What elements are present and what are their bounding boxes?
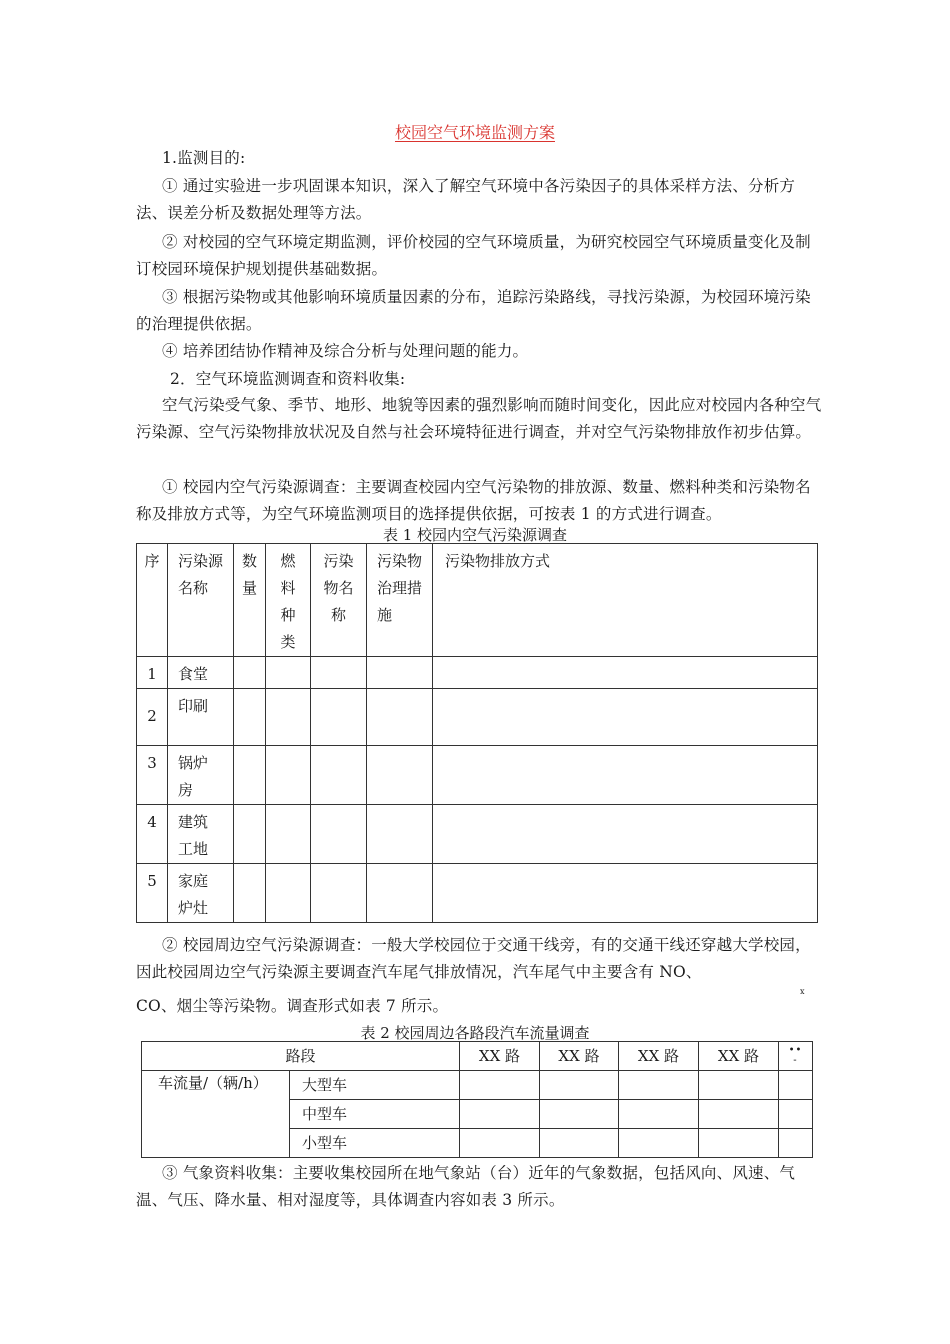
row-source-name-text: 家庭炉灶 [178,872,209,917]
table-cell [699,1071,779,1100]
table-cell [311,864,367,923]
header-road-2: XX 路 [540,1042,619,1071]
row-index: 2 [137,689,168,746]
table-cell [266,864,311,923]
section2-paragraph-3-cont: CO、烟尘等污染物。调查形式如表 7 所示。 [136,997,449,1015]
header-road-segment: 路段 [142,1042,460,1071]
table-cell [266,689,311,746]
header-index: 序 [137,544,168,657]
flow-label [142,1071,290,1158]
document-title: 校园空气环境监测方案 [394,123,555,142]
row-source-name-text: 建筑工地 [178,813,209,858]
header-source-name [168,544,234,657]
table-row [142,1071,813,1100]
header-extra-sub: - [793,1055,798,1066]
section2-paragraph-3 [136,932,826,986]
section2-paragraph-1: 空气污染受气象、季节、地形、地貌等因素的强烈影响而随时间变化，因此应对校园内各种空气污染源、空气污染物排放状况及自然与社会环境特征进行调查，并对空气污染物排放作初步估算。 [136,396,822,441]
section1-paragraph-1: ① 通过实验进一步巩固课本知识，深入了解空气环境中各污染因子的具体采样方法、分析方法、误差分析及数据处理等方法。 [136,177,796,222]
table-cell [311,689,367,746]
table-cell [433,805,818,864]
row-source-name [168,746,234,805]
table1-caption: 表 1 校园内空气污染源调查 [382,526,568,544]
table-cell [311,746,367,805]
table-cell [266,805,311,864]
table-cell [234,657,266,689]
table-row [137,746,818,805]
flow-label-text: 车流量/（辆/h） [158,1074,268,1092]
table-cell [540,1071,619,1100]
table-cell [433,657,818,689]
row-index: 3 [137,746,168,805]
row-index: 5 [137,864,168,923]
header-extra [779,1042,813,1071]
vehicle-type-medium: 中型车 [290,1100,460,1129]
table1-header-row [137,544,818,657]
header-fuel-type [266,544,311,657]
table-cell [779,1071,813,1100]
header-pollutant-name [311,544,367,657]
table-row [137,689,818,746]
table-cell [367,746,433,805]
header-treatment-measures [367,544,433,657]
row-index: 4 [137,805,168,864]
table-cell [311,657,367,689]
header-road-4: XX 路 [699,1042,779,1071]
table-cell [619,1129,699,1158]
table-cell [234,689,266,746]
header-pollutant-name-text: 污染物名称 [323,552,354,624]
row-source-name [168,864,234,923]
table-cell [460,1100,540,1129]
header-road-3: XX 路 [619,1042,699,1071]
table-cell [460,1129,540,1158]
section1-paragraph-2: ② 对校园的空气环境定期监测，评价校园的空气环境质量，为研究校园空气环境质量变化及制订校园环境保护规划提供基础数据。 [136,233,811,278]
table-cell [540,1100,619,1129]
header-emission-method: 污染物排放方式 [433,544,818,657]
table-cell [311,805,367,864]
header-fuel-type-text: 燃料种类 [280,552,296,651]
row-source-name [168,805,234,864]
table-cell [699,1100,779,1129]
table-cell [266,746,311,805]
table2-caption: 表 2 校园周边各路段汽车流量调查 [360,1024,590,1042]
header-quantity [234,544,266,657]
table-cell [367,657,433,689]
pollution-source-table [136,543,818,923]
table-cell [433,864,818,923]
table-row [137,805,818,864]
section2-heading: 2．空气环境监测调查和资料收集: [170,370,406,388]
section2-paragraph-2: ① 校园内空气污染源调查：主要调查校园内空气污染物的排放源、数量、燃料种类和污染物名称及排放方式等，为空气环境监测项目的选择提供依据，可按表 1 的方式进行调查。 [136,478,811,523]
table-cell [266,657,311,689]
row-source-name: 印刷 [168,689,234,746]
table-row [137,864,818,923]
section2-paragraph-4: ③ 气象资料收集：主要收集校园所在地气象站（台）近年的气象数据，包括风向、风速、气温、气压、降水量、相对湿度等，具体调查内容如表 3 所示。 [136,1164,796,1209]
table-cell [367,864,433,923]
vehicle-type-small: 小型车 [290,1129,460,1158]
table-cell [433,689,818,746]
table-cell [367,689,433,746]
section1-paragraph-4: ④ 培养团结协作精神及综合分析与处理问题的能力。 [162,342,529,360]
nox-subscript: x [800,987,805,996]
header-quantity-text: 数量 [241,552,257,597]
table2-header-row [142,1042,813,1071]
table-cell [234,746,266,805]
row-index: 1 [137,657,168,689]
table-cell [367,805,433,864]
section2-paragraph-3-main: ② 校园周边空气污染源调查：一般大学校园位于交通干线旁，有的交通干线还穿越大学校园，因此校园周边空气污染源主要调查汽车尾气排放情况，汽车尾气中主要含有 NO、 [136,936,811,981]
section1-paragraph-3: ③ 根据污染物或其他影响环境质量因素的分布，追踪污染路线，寻找污染源，为校园环境污染的治理提供依据。 [136,288,811,333]
table-cell [234,805,266,864]
row-source-name-text: 锅炉房 [178,754,209,799]
row-source-name: 食堂 [168,657,234,689]
header-road-1: XX 路 [460,1042,540,1071]
table-cell [619,1100,699,1129]
header-source-name-text: 污染源名称 [178,552,224,597]
header-treatment-measures-text: 污染物治理措施 [377,552,423,624]
table-cell [779,1129,813,1158]
vehicle-type-large: 大型车 [290,1071,460,1100]
traffic-flow-table [141,1041,813,1158]
table-cell [460,1071,540,1100]
header-extra-dots: •• [788,1045,803,1056]
table-cell [699,1129,779,1158]
table-cell [619,1071,699,1100]
section1-heading: 1.监测目的: [162,149,246,167]
table-cell [234,864,266,923]
table-row [137,657,818,689]
table-cell [433,746,818,805]
table-cell [540,1129,619,1158]
table-cell [779,1100,813,1129]
